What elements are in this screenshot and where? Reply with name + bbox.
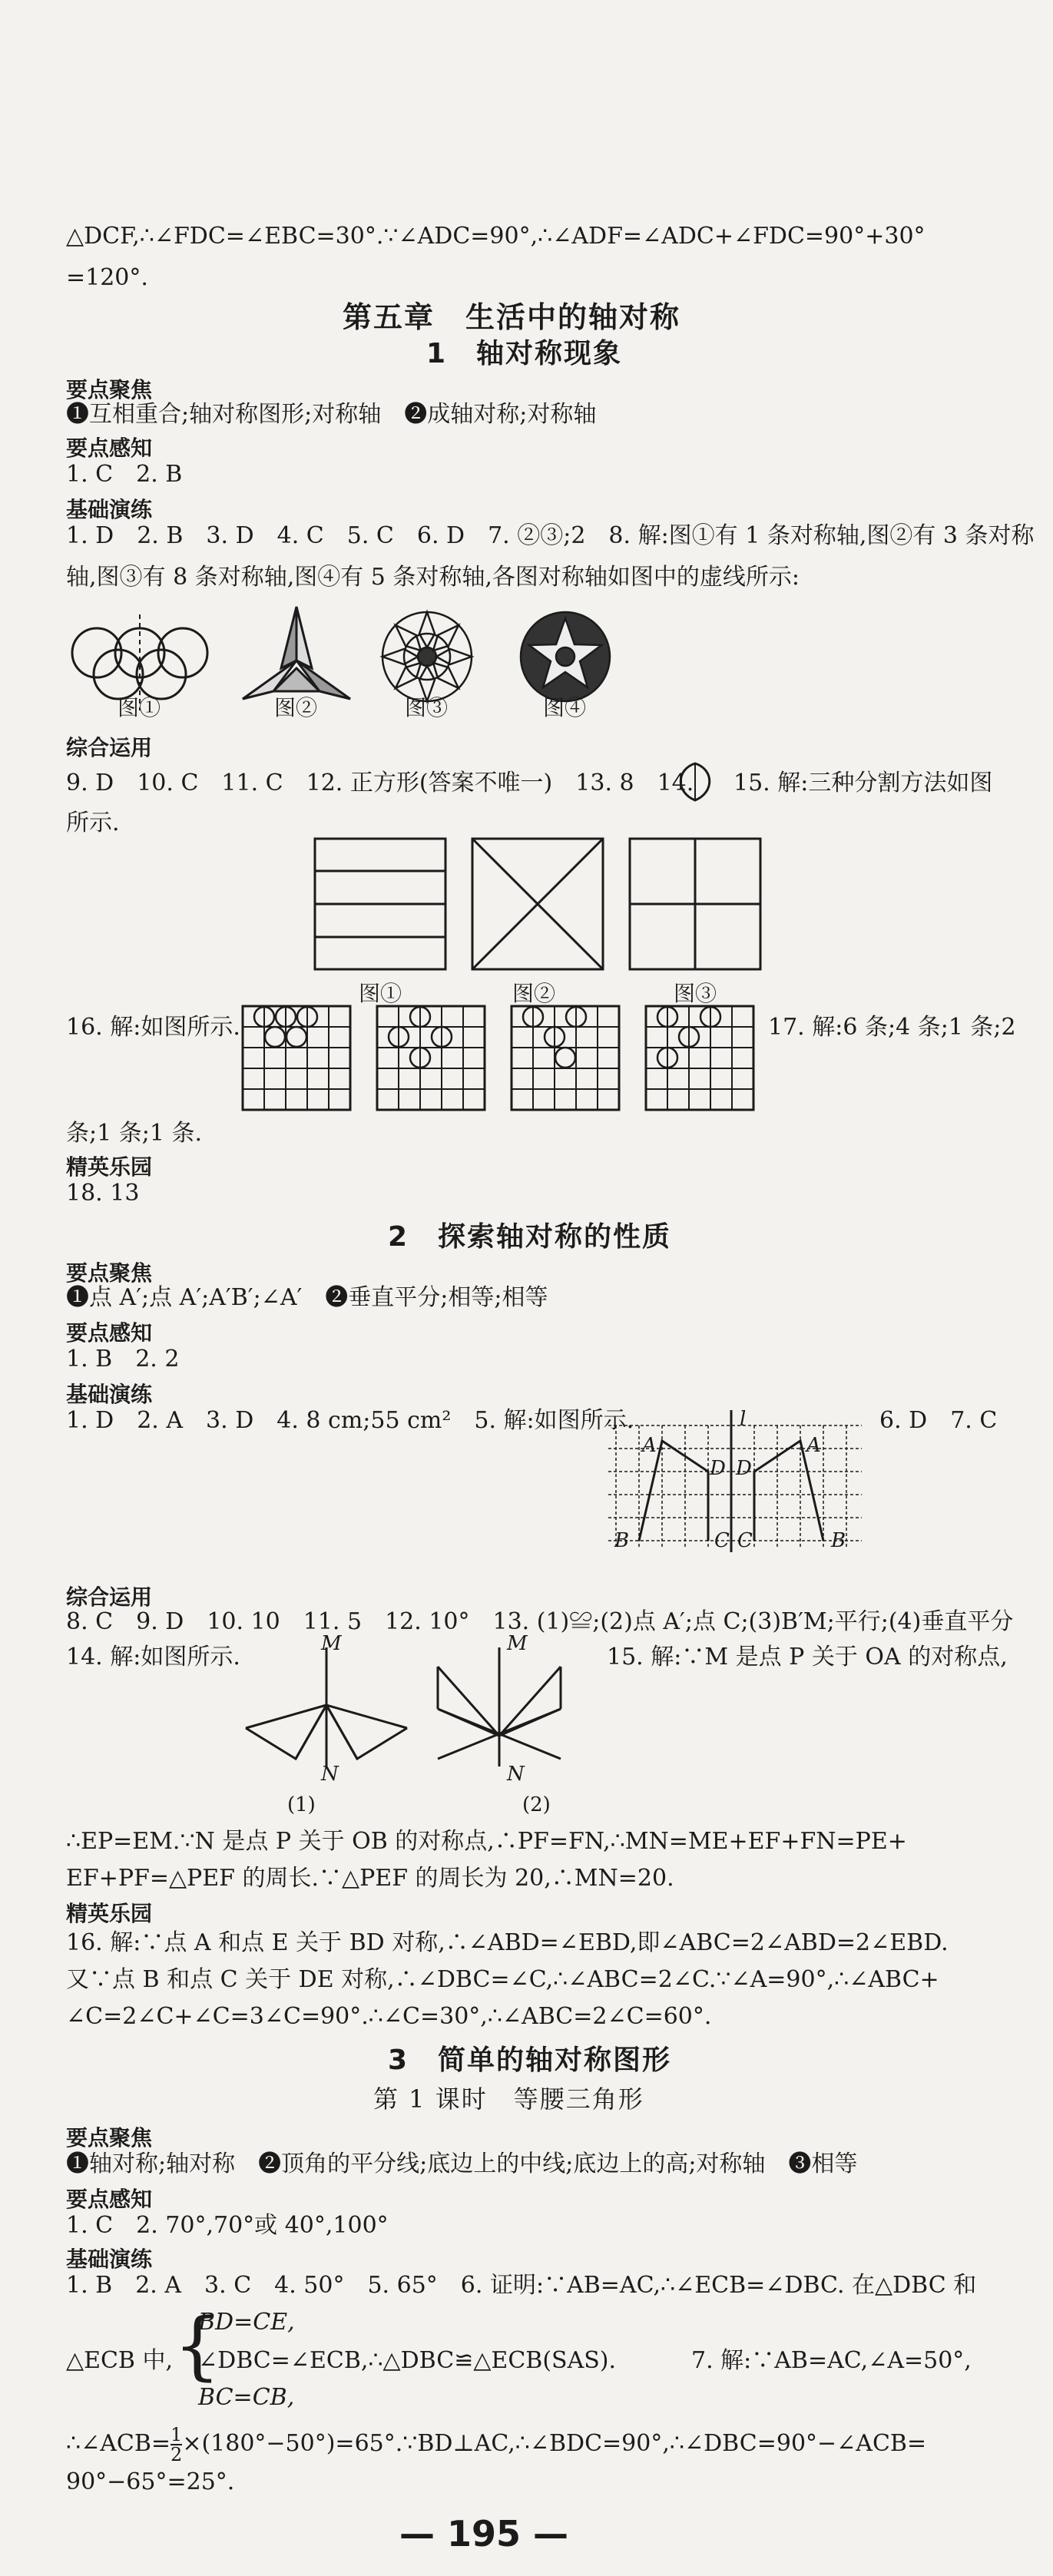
- point-label: N: [507, 1763, 525, 1786]
- point-label: C: [714, 1529, 730, 1552]
- figure-label: 图④: [542, 695, 586, 720]
- figure-label: (2): [522, 1793, 551, 1816]
- figure-label: 图③: [404, 695, 448, 720]
- text-line: 14. 解:如图所示.: [66, 1644, 240, 1670]
- lesson-title: 第 1 课时 等腰三角形: [373, 2084, 644, 2114]
- text-line: 又∵点 B 和点 C 关于 DE 对称,∴∠DBC=∠C,∴∠ABC=2∠C.∵∠A=90°,∴∠ABC+: [66, 1966, 939, 1993]
- subsection-heading: 要点聚焦: [66, 2125, 153, 2151]
- section-title: 3 简单的轴对称图形: [388, 2045, 672, 2076]
- fraction: [171, 2425, 182, 2464]
- text-line: [66, 2425, 926, 2464]
- text-line: ❶轴对称;轴对称 ❷顶角的平分线;底边上的中线;底边上的高;对称轴 ❸相等: [66, 2151, 858, 2177]
- text-line: 1. D 2. A 3. D 4. 8 cm;55 cm² 5. 解:如图所示.: [66, 1407, 634, 1434]
- text-line: 1. B 2. 2: [66, 1346, 180, 1372]
- subsection-heading: 要点聚焦: [66, 377, 153, 402]
- subsection-heading: 综合运用: [66, 1584, 153, 1610]
- text-line: ❶点 A′;点 A′;A′B′;∠A′ ❷垂直平分;相等;相等: [66, 1284, 548, 1311]
- text-segment: ∴∠ACB=: [66, 2430, 171, 2457]
- text-line: 1. B 2. A 3. C 4. 50° 5. 65° 6. 证明:∵AB=AC,∴∠ECB=∠DBC. 在△DBC 和: [66, 2272, 977, 2299]
- text-line: 1. C 2. B: [66, 461, 183, 488]
- star-circle-figure: [521, 612, 610, 701]
- section-title: 2 探索轴对称的性质: [388, 1221, 672, 1253]
- figure-label: (1): [287, 1793, 316, 1816]
- text-line: 条;1 条;1 条.: [66, 1120, 202, 1147]
- text-line: ∴EP=EM.∵N 是点 P 关于 OB 的对称点,∴PF=FN,∴MN=ME+EF+FN=PE+: [66, 1828, 907, 1855]
- text-line: 90°−65°=25°.: [66, 2468, 235, 2495]
- point-label: D: [710, 1457, 726, 1480]
- axis-label: l: [740, 1408, 747, 1431]
- point-label: A: [806, 1434, 821, 1457]
- text-line: 16. 解:∵点 A 和点 E 关于 BD 对称,∴∠ABD=∠EBD,即∠ABC=2∠ABD=2∠EBD.: [66, 1929, 949, 1956]
- figure-label: 图①: [358, 981, 402, 1006]
- text-line: 1. D 2. B 3. D 4. C 5. C 6. D 7. ②③;2 8. 解:图①有 1 条对称轴,图②有 3 条对称: [66, 522, 1035, 549]
- flower-figure: [382, 612, 472, 701]
- point-label: M: [321, 1632, 342, 1655]
- point-label: B: [614, 1529, 630, 1552]
- subsection-heading: 精英乐园: [66, 1154, 153, 1180]
- fraction-denominator: 2: [171, 2444, 183, 2465]
- subsection-heading: 基础演练: [66, 497, 153, 522]
- text-line: 15. 解:三种分割方法如图: [733, 770, 993, 796]
- text-line: ∠C=2∠C+∠C=3∠C=90°.∴∠C=30°,∴∠ABC=2∠C=60°.: [66, 2003, 712, 2030]
- point-label: D: [736, 1457, 752, 1480]
- subsection-heading: 要点聚焦: [66, 1260, 153, 1286]
- point-label: B: [831, 1529, 846, 1552]
- subsection-heading: 要点感知: [66, 435, 153, 461]
- text-line: 15. 解:∵M 是点 P 关于 OA 的对称点,: [607, 1644, 1008, 1670]
- figure-label: 图②: [273, 695, 317, 720]
- point-label: A: [642, 1434, 657, 1457]
- subsection-heading: 要点感知: [66, 2187, 153, 2212]
- fraction-numerator: 1: [171, 2424, 183, 2445]
- text-line: ❶互相重合;轴对称图形;对称轴 ❷成轴对称;对称轴: [66, 401, 597, 428]
- text-line: 16. 解:如图所示.: [66, 1014, 240, 1041]
- text-line: 所示.: [66, 810, 120, 836]
- square-division-figures: [315, 839, 760, 977]
- leaf-icon: [672, 762, 718, 805]
- text-line: △ECB 中,: [66, 2347, 174, 2374]
- figure-label: 图①: [117, 695, 161, 720]
- page-number: — 195 —: [399, 2513, 569, 2554]
- subsection-heading: 基础演练: [66, 2247, 153, 2272]
- figure-label: 图②: [512, 981, 555, 1006]
- text-line: 1. C 2. 70°,70°或 40°,100°: [66, 2212, 389, 2239]
- text-line: 轴,图③有 8 条对称轴,图④有 5 条对称轴,各图对称轴如图中的虚线所示:: [66, 564, 800, 591]
- grid-circle-figures: [243, 1006, 765, 1114]
- point-label: C: [737, 1529, 753, 1552]
- brace: {: [174, 2303, 221, 2389]
- text-line: 9. D 10. C 11. C 12. 正方形(答案不唯一) 13. 8 14.: [66, 770, 694, 796]
- text-line: 7. 解:∵AB=AC,∠A=50°,: [691, 2347, 972, 2374]
- text-line: 17. 解:6 条;4 条;1 条;2: [768, 1014, 1016, 1041]
- system-line: ∠DBC=∠ECB,∴△DBC≌△ECB(SAS).: [198, 2347, 617, 2374]
- text-line: 18. 13: [66, 1180, 140, 1207]
- text-line: 6. D 7. C: [879, 1407, 998, 1434]
- text-line: =120°.: [66, 264, 148, 291]
- point-label: M: [507, 1632, 528, 1655]
- subsection-heading: 精英乐园: [66, 1901, 153, 1926]
- symmetry-figures: [66, 607, 911, 722]
- text-line: 8. C 9. D 10. 10 11. 5 12. 10° 13. (1)≌;(2)点 A′;点 C;(3)B′M;平行;(4)垂直平分: [66, 1608, 1014, 1635]
- subsection-heading: 综合运用: [66, 735, 153, 760]
- system-line: BD=CE,: [198, 2309, 295, 2336]
- text-line: △DCF,∴∠FDC=∠EBC=30°.∵∠ADC=90°,∴∠ADF=∠ADC+∠FDC=90°+30°: [66, 223, 926, 250]
- subsection-heading: 基础演练: [66, 1382, 153, 1407]
- angle-reflection-figures: [246, 1644, 584, 1782]
- figure-label: 图③: [673, 981, 717, 1006]
- chapter-title: 第五章 生活中的轴对称: [343, 300, 681, 334]
- system-line: BC=CB,: [198, 2384, 295, 2411]
- subsection-heading: 要点感知: [66, 1320, 153, 1346]
- text-line: EF+PF=△PEF 的周长.∵△PEF 的周长为 20,∴MN=20.: [66, 1865, 674, 1892]
- section-title: 1 轴对称现象: [426, 338, 623, 369]
- three-petal-figure: [243, 607, 350, 699]
- text-segment: ×(180°−50°)=65°.∵BD⊥AC,∴∠BDC=90°,∴∠DBC=90°−∠ACB=: [182, 2430, 927, 2457]
- point-label: N: [321, 1763, 339, 1786]
